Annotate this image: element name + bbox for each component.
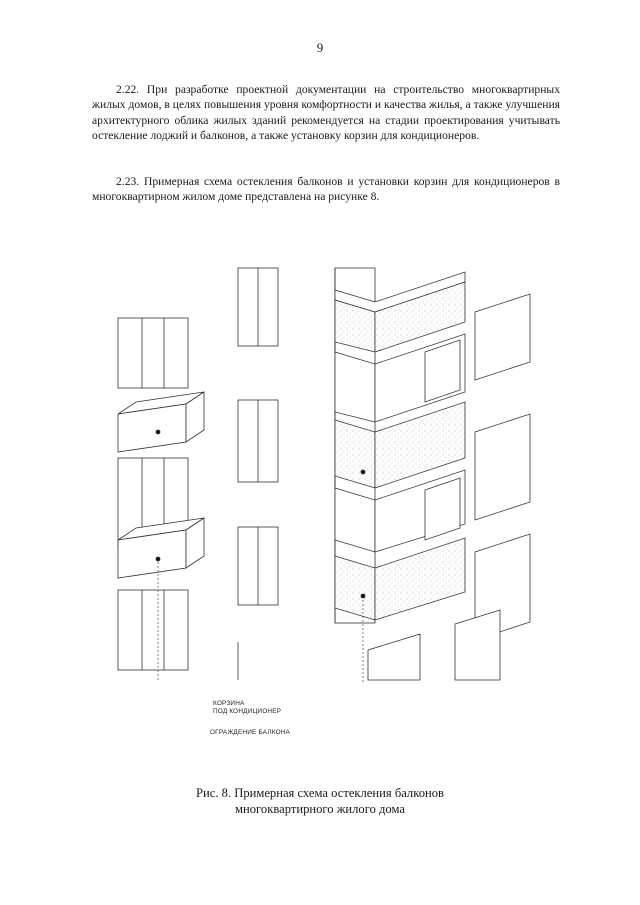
glazed-balcony-stack [335,268,465,623]
building-facade-drawing [100,262,550,682]
figure-caption-line1: Рис. 8. Примерная схема остекления балконов [196,786,444,800]
legend-ac-basket-line2: ПОД КОНДИЦИОНЕР [213,708,282,715]
paragraph-2-22: 2.22. При разработке проектной документации на строительство многоквартирных жилых домов, в целях повышения уровня комфортности и качества жилья, а также улучшения архитектурного облика жилых зданий рекомендуется на стадии проектирования учитывать остекление лоджий и балконов, а также установку корзин для кондиционеров. [92,82,560,143]
legend-ac-basket-line1: КОРЗИНА [213,700,245,707]
legend-ac-basket [213,700,281,716]
left-wall-windows [118,318,188,670]
legend-balcony-fence: ОГРАЖДЕНИЕ БАЛКОНА [210,729,291,736]
figure-caption-line2: многоквартирного жилого дома [235,802,405,816]
middle-wall-windows [238,268,278,680]
page-number: 9 [316,40,324,55]
ac-basket-upper [118,392,204,452]
paragraph-2-23: 2.23. Примерная схема остекления балконов и установки корзин для кондиционеров в многоквартирном жилом доме представлена на рисунке 8. [92,174,560,204]
